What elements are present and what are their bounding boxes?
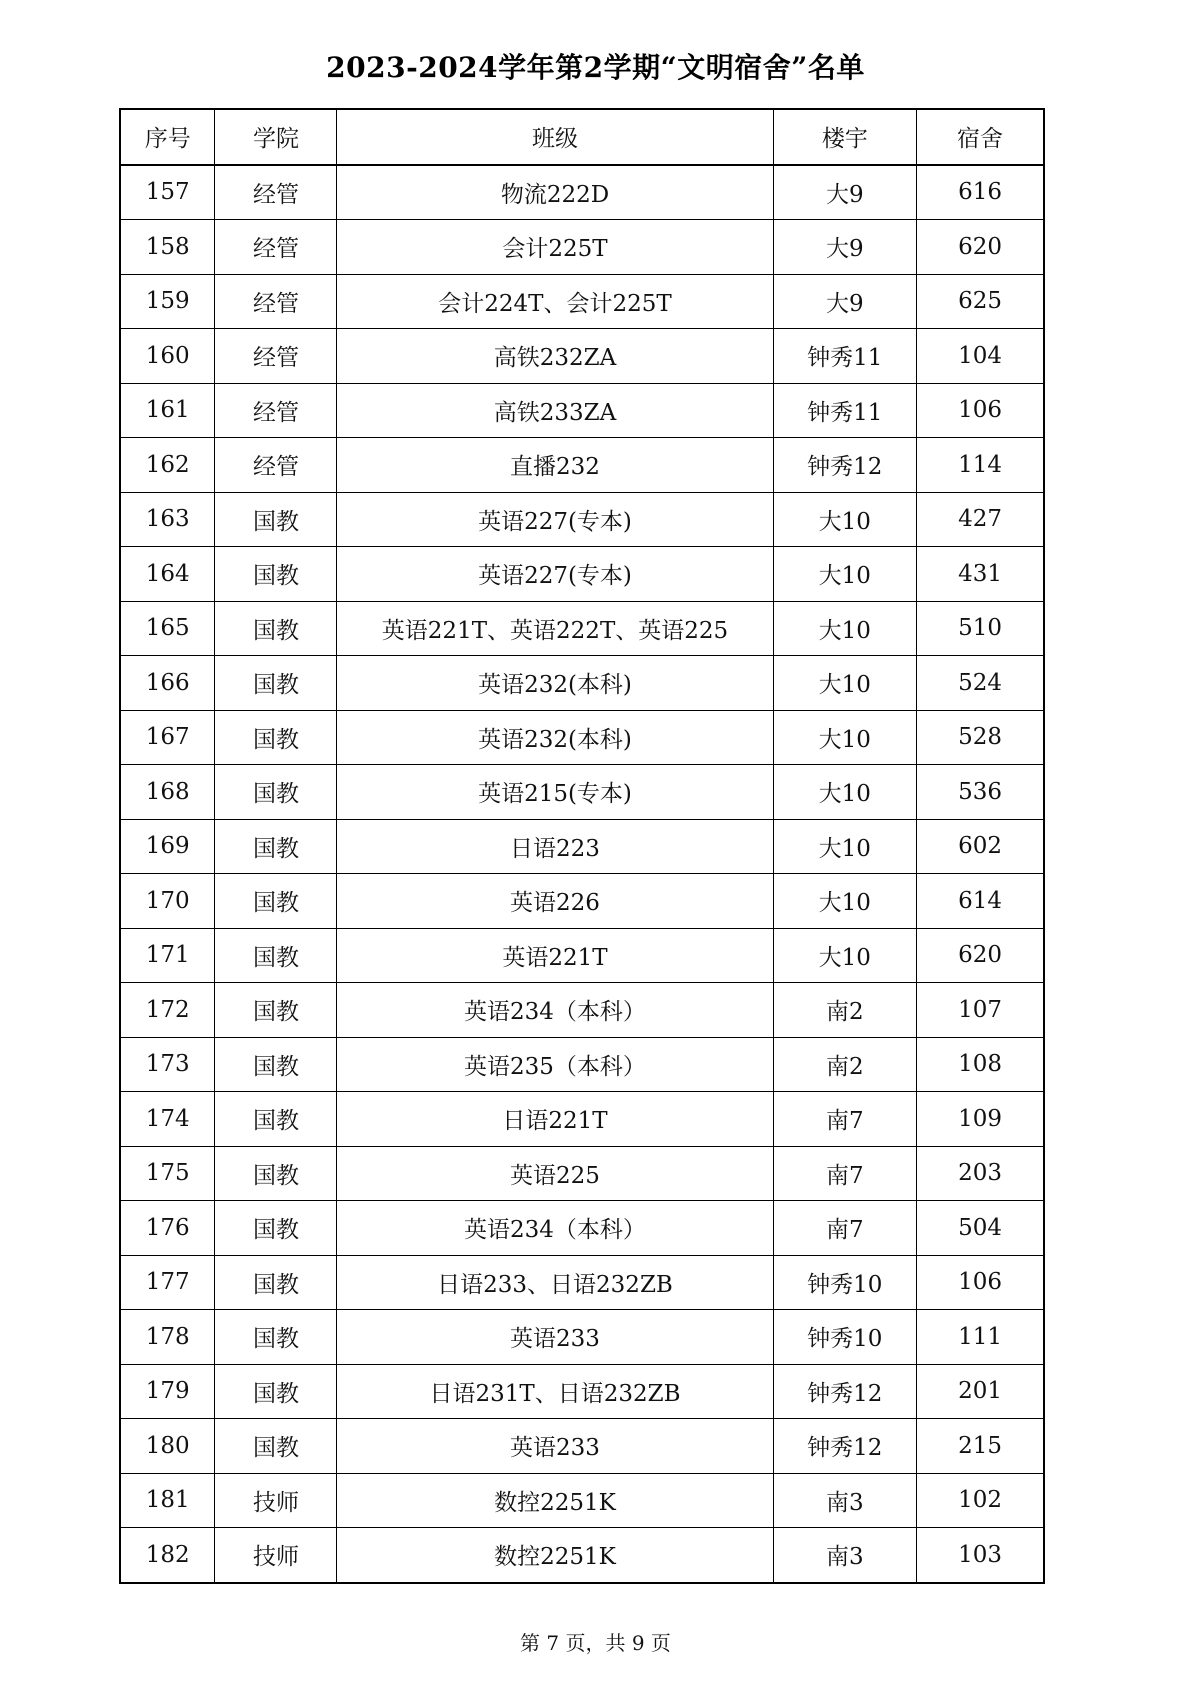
cell-college: 国教 [215,492,337,547]
cell-dorm: 602 [917,819,1044,874]
table-row [120,383,1044,438]
cell-college: 经管 [215,165,337,220]
cell-college: 国教 [215,928,337,983]
cell-index: 181 [120,1473,215,1528]
cell-college: 经管 [215,329,337,384]
cell-dorm: 201 [917,1364,1044,1419]
cell-dorm: 111 [917,1310,1044,1365]
cell-index: 163 [120,492,215,547]
cell-class: 英语221T、英语222T、英语225 [337,601,773,656]
table-row [120,1092,1044,1147]
cell-dorm: 114 [917,438,1044,493]
cell-dorm: 614 [917,874,1044,929]
cell-college: 国教 [215,710,337,765]
cell-college: 国教 [215,1364,337,1419]
cell-building: 大9 [773,274,917,329]
cell-building: 钟秀10 [773,1255,917,1310]
cell-building: 南2 [773,1037,917,1092]
cell-building: 大10 [773,874,917,929]
cell-college: 国教 [215,765,337,820]
table-row [120,1146,1044,1201]
cell-class: 日语221T [337,1092,773,1147]
cell-class: 日语233、日语232ZB [337,1255,773,1310]
table-row [120,1255,1044,1310]
cell-class: 日语231T、日语232ZB [337,1364,773,1419]
cell-dorm: 616 [917,165,1044,220]
cell-building: 南2 [773,983,917,1038]
cell-index: 165 [120,601,215,656]
cell-class: 数控2251K [337,1528,773,1583]
cell-index: 159 [120,274,215,329]
cell-college: 经管 [215,220,337,275]
cell-dorm: 106 [917,383,1044,438]
cell-dorm: 107 [917,983,1044,1038]
cell-index: 161 [120,383,215,438]
cell-class: 英语227(专本) [337,492,773,547]
cell-college: 国教 [215,547,337,602]
cell-building: 南3 [773,1473,917,1528]
cell-building: 大9 [773,165,917,220]
cell-dorm: 103 [917,1528,1044,1583]
cell-building: 南3 [773,1528,917,1583]
cell-index: 157 [120,165,215,220]
cell-index: 170 [120,874,215,929]
cell-class: 英语232(本科) [337,656,773,711]
table-row [120,983,1044,1038]
cell-class: 数控2251K [337,1473,773,1528]
cell-college: 技师 [215,1528,337,1583]
table-header-row [120,109,1044,165]
cell-index: 162 [120,438,215,493]
cell-college: 国教 [215,1201,337,1256]
cell-dorm: 104 [917,329,1044,384]
cell-building: 钟秀12 [773,1419,917,1474]
table-row [120,601,1044,656]
cell-index: 158 [120,220,215,275]
cell-college: 经管 [215,438,337,493]
table-row [120,438,1044,493]
cell-class: 英语233 [337,1419,773,1474]
cell-index: 182 [120,1528,215,1583]
cell-index: 171 [120,928,215,983]
cell-college: 国教 [215,1092,337,1147]
cell-college: 国教 [215,1255,337,1310]
cell-index: 160 [120,329,215,384]
cell-class: 英语233 [337,1310,773,1365]
cell-college: 国教 [215,601,337,656]
cell-class: 英语227(专本) [337,547,773,602]
page-title: 2023-2024学年第2学期“文明宿舍”名单 [326,51,865,84]
cell-index: 174 [120,1092,215,1147]
cell-college: 国教 [215,983,337,1038]
table-row [120,874,1044,929]
cell-dorm: 109 [917,1092,1044,1147]
cell-index: 177 [120,1255,215,1310]
cell-building: 大10 [773,928,917,983]
table-row [120,1528,1044,1583]
cell-building: 南7 [773,1092,917,1147]
cell-dorm: 102 [917,1473,1044,1528]
table-row [120,1473,1044,1528]
table-row [120,1037,1044,1092]
cell-college: 经管 [215,274,337,329]
cell-dorm: 625 [917,274,1044,329]
table-row [120,1201,1044,1256]
cell-building: 钟秀12 [773,438,917,493]
cell-building: 大10 [773,492,917,547]
table-row [120,547,1044,602]
cell-class: 英语235（本科） [337,1037,773,1092]
cell-building: 大10 [773,710,917,765]
cell-class: 英语234（本科） [337,983,773,1038]
cell-class: 高铁232ZA [337,329,773,384]
page-footer: 第 7 页，共 9 页 [520,1631,671,1655]
cell-class: 会计224T、会计225T [337,274,773,329]
cell-index: 178 [120,1310,215,1365]
cell-index: 180 [120,1419,215,1474]
dormitory-table [119,108,1045,1584]
cell-college: 国教 [215,874,337,929]
cell-dorm: 106 [917,1255,1044,1310]
cell-building: 大10 [773,547,917,602]
cell-class: 物流222D [337,165,773,220]
cell-college: 技师 [215,1473,337,1528]
table-row [120,1310,1044,1365]
cell-class: 英语232(本科) [337,710,773,765]
cell-index: 166 [120,656,215,711]
cell-class: 直播232 [337,438,773,493]
cell-college: 国教 [215,1310,337,1365]
table-row [120,819,1044,874]
cell-dorm: 431 [917,547,1044,602]
table-body [120,165,1044,1583]
cell-dorm: 203 [917,1146,1044,1201]
cell-class: 会计225T [337,220,773,275]
cell-class: 英语234（本科） [337,1201,773,1256]
cell-dorm: 427 [917,492,1044,547]
cell-building: 钟秀11 [773,329,917,384]
cell-college: 国教 [215,656,337,711]
cell-building: 钟秀11 [773,383,917,438]
cell-index: 169 [120,819,215,874]
header-index: 序号 [120,109,215,165]
header-building: 楼宇 [773,109,917,165]
table-row [120,765,1044,820]
table-row [120,220,1044,275]
cell-building: 大10 [773,601,917,656]
cell-dorm: 108 [917,1037,1044,1092]
cell-building: 大10 [773,819,917,874]
table-row [120,329,1044,384]
cell-index: 167 [120,710,215,765]
cell-dorm: 504 [917,1201,1044,1256]
cell-index: 168 [120,765,215,820]
cell-college: 国教 [215,1146,337,1201]
cell-college: 国教 [215,1037,337,1092]
table-row [120,165,1044,220]
cell-building: 南7 [773,1146,917,1201]
cell-class: 英语221T [337,928,773,983]
cell-building: 大10 [773,765,917,820]
table-row [120,656,1044,711]
cell-college: 国教 [215,1419,337,1474]
cell-building: 大9 [773,220,917,275]
cell-building: 钟秀10 [773,1310,917,1365]
table-row [120,274,1044,329]
header-dorm: 宿舍 [917,109,1044,165]
cell-class: 英语215(专本) [337,765,773,820]
table-row [120,1364,1044,1419]
cell-index: 173 [120,1037,215,1092]
header-class: 班级 [337,109,773,165]
header-college: 学院 [215,109,337,165]
cell-class: 日语223 [337,819,773,874]
table-row [120,928,1044,983]
cell-college: 经管 [215,383,337,438]
cell-dorm: 510 [917,601,1044,656]
cell-index: 176 [120,1201,215,1256]
cell-building: 大10 [773,656,917,711]
cell-dorm: 620 [917,220,1044,275]
cell-dorm: 536 [917,765,1044,820]
cell-index: 175 [120,1146,215,1201]
table-row [120,1419,1044,1474]
cell-building: 钟秀12 [773,1364,917,1419]
cell-dorm: 215 [917,1419,1044,1474]
cell-index: 172 [120,983,215,1038]
cell-class: 高铁233ZA [337,383,773,438]
cell-index: 164 [120,547,215,602]
cell-index: 179 [120,1364,215,1419]
table-row [120,492,1044,547]
cell-building: 南7 [773,1201,917,1256]
cell-dorm: 528 [917,710,1044,765]
cell-class: 英语226 [337,874,773,929]
cell-dorm: 524 [917,656,1044,711]
cell-college: 国教 [215,819,337,874]
cell-dorm: 620 [917,928,1044,983]
table-row [120,710,1044,765]
cell-class: 英语225 [337,1146,773,1201]
